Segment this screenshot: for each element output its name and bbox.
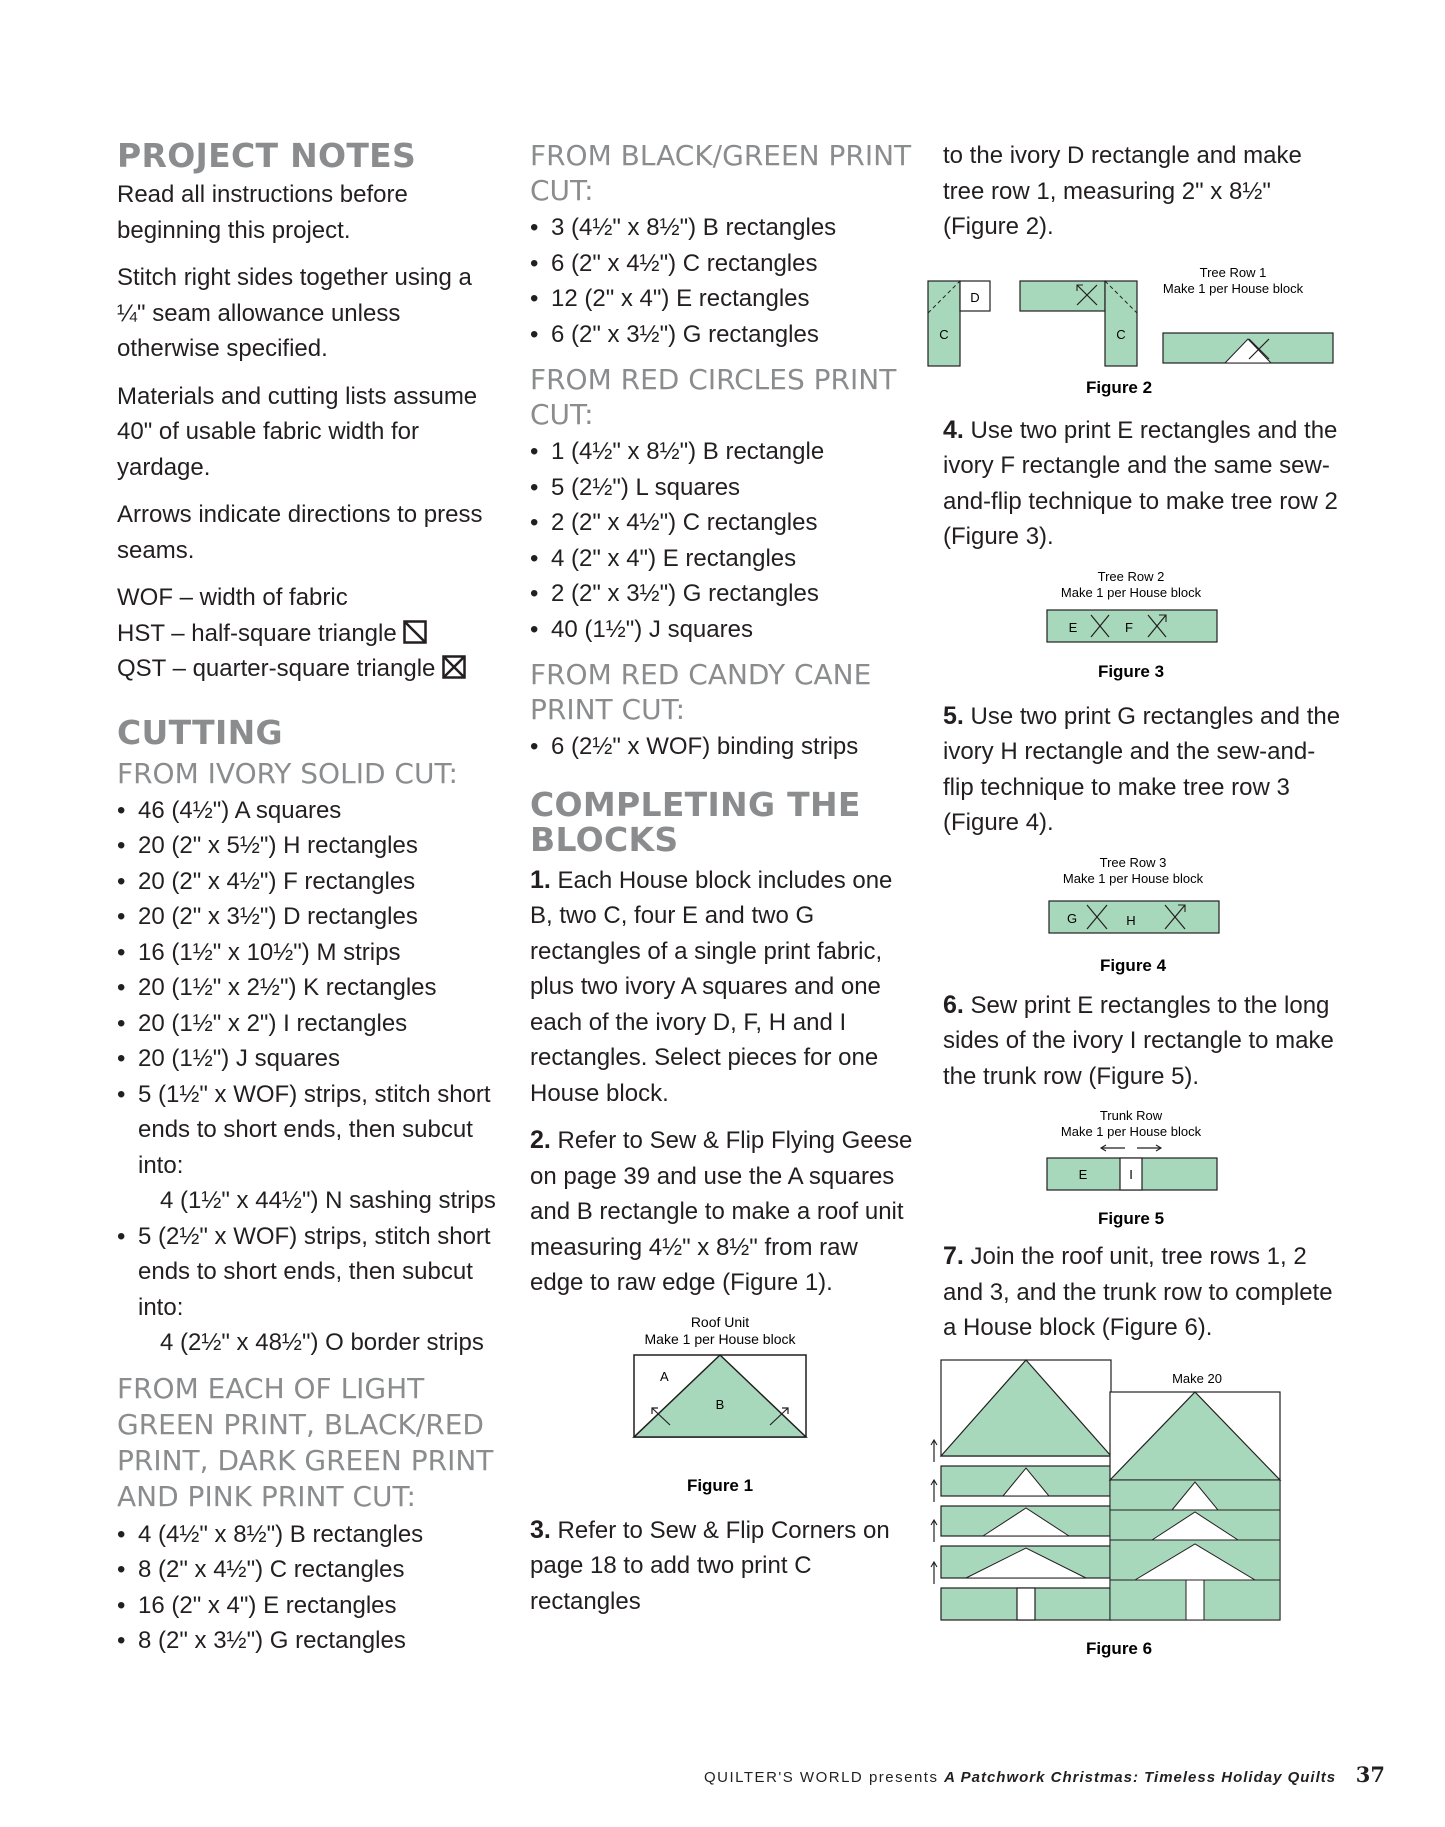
fig1-subtitle: Make 1 per House block bbox=[644, 1330, 796, 1347]
fig6-make-label: Make 20 bbox=[1172, 1370, 1222, 1386]
list-item: • 6 (2" x 4½") C rectangles bbox=[530, 249, 818, 277]
list-item: • 4 (2" x 4") E rectangles bbox=[530, 544, 797, 572]
black-green-cut-heading: FROM BLACK/GREEN PRINT CUT: bbox=[530, 139, 912, 207]
black-green-cut-list bbox=[530, 210, 915, 352]
completing-heading: COMPLETING THE BLOCKS bbox=[530, 784, 861, 859]
list-item: • 6 (2½" x WOF) binding strips bbox=[530, 733, 859, 760]
figure-3-tree-row-2 bbox=[943, 567, 1343, 687]
fig5-subtitle: Make 1 per House block bbox=[1060, 1124, 1202, 1139]
step-2: 2. Refer to Sew & Flip Flying Geese on page 39 and use the A squares and B rectangle to make a roof unit measuring 4½" x 8½" from raw edge to raw edge (Figure 1). bbox=[530, 1126, 913, 1296]
fig3-subtitle: Make 1 per House block bbox=[1060, 584, 1202, 600]
fig5-label-e: E bbox=[1078, 1167, 1088, 1182]
list-item: • 20 (2" x 3½") D rectangles bbox=[117, 903, 418, 930]
fig3-caption: Figure 3 bbox=[1097, 661, 1165, 681]
abbreviations bbox=[117, 580, 502, 687]
list-item: • 5 (2½" x WOF) strips, stitch short ends to short ends, then subcut into: 4 (2½" x 48½") O border strips bbox=[117, 1222, 491, 1356]
list-item: • 12 (2" x 4") E rectangles bbox=[530, 285, 810, 312]
abbr-hst: HST – half-square triangle bbox=[117, 619, 397, 647]
list-item: • 8 (2" x 4½") C rectangles bbox=[117, 1556, 405, 1583]
candy-cane-cut-heading: FROM RED CANDY CANE PRINT CUT: bbox=[530, 658, 872, 726]
figure-4-tree-row-3 bbox=[943, 853, 1343, 978]
list-item: • 20 (1½" x 2") I rectangles bbox=[117, 1009, 408, 1037]
fig2-subtitle: Make 1 per House block bbox=[1162, 280, 1304, 296]
cutting-heading: CUTTING bbox=[117, 712, 283, 752]
fig5-caption: Figure 5 bbox=[1097, 1209, 1165, 1228]
fig4-caption: Figure 4 bbox=[1099, 955, 1167, 975]
footer-brand: QUILTER'S WORLD bbox=[704, 1769, 864, 1786]
fig1-title: Roof Unit bbox=[690, 1313, 750, 1330]
fig2-label-d: D bbox=[970, 289, 980, 305]
fig3-title: Tree Row 2 bbox=[1097, 568, 1165, 584]
fig2-caption: Figure 2 bbox=[1085, 377, 1153, 397]
fig3-label-f: F bbox=[1125, 619, 1133, 635]
step-3-continued: to the ivory D rectangle and make tree row 1, measuring 2" x 8½" (Figure 2). bbox=[943, 142, 1302, 240]
hst-icon bbox=[403, 620, 427, 644]
figure-1-roof-unit bbox=[530, 1313, 915, 1513]
list-item: • 20 (2" x 4½") F rectangles bbox=[117, 867, 416, 895]
list-item: • 5 (1½" x WOF) strips, stitch short ends to short ends, then subcut into: 4 (1½" x 44½") N sashing strips bbox=[117, 1080, 496, 1214]
abbr-wof: WOF – width of fabric bbox=[117, 584, 348, 611]
ivory-cut-heading: FROM IVORY SOLID CUT: bbox=[117, 756, 458, 790]
list-item: • 20 (2" x 5½") H rectangles bbox=[117, 832, 418, 859]
fig5-label-i: I bbox=[1129, 1167, 1133, 1182]
page-number: 37 bbox=[1355, 1762, 1385, 1787]
fig4-title: Tree Row 3 bbox=[1099, 854, 1167, 870]
step-4: 4. Use two print E rectangles and the ivory F rectangle and the same sew-and-flip technique to make tree row 2 (Figure 3). bbox=[943, 415, 1338, 550]
list-item: • 2 (2" x 4½") C rectangles bbox=[530, 509, 818, 536]
fig1-label-a: A bbox=[660, 1368, 669, 1384]
fig3-label-e: E bbox=[1068, 619, 1078, 635]
left-column bbox=[117, 138, 502, 1665]
qst-icon bbox=[442, 655, 466, 679]
list-item: • 5 (2½") L squares bbox=[530, 473, 741, 501]
middle-column bbox=[530, 138, 915, 1631]
step-1: 1. Each House block includes one B, two C, four E and two G rectangles of a single print fabric, plus two ivory A squares and one each of the ivory D, F, H and I rectangles. Select pieces for one House block. bbox=[530, 865, 893, 1107]
list-item: • 40 (1½") J squares bbox=[530, 615, 753, 643]
right-column bbox=[939, 138, 1343, 1658]
red-circles-cut-heading: FROM RED CIRCLES PRINT CUT: bbox=[530, 363, 897, 431]
fig5-title: Trunk Row bbox=[1099, 1108, 1163, 1123]
ivory-cut-list bbox=[117, 793, 502, 1361]
figure-6-house-block bbox=[929, 1358, 1329, 1658]
fig4-label-g: G bbox=[1066, 910, 1078, 926]
list-item: • 2 (2" x 3½") G rectangles bbox=[530, 580, 819, 607]
note-read-instructions: Read all instructions before beginning this project. bbox=[117, 181, 408, 244]
fig4-subtitle: Make 1 per House block bbox=[1062, 870, 1204, 886]
list-item: • 6 (2" x 3½") G rectangles bbox=[530, 320, 819, 348]
list-item: • 1 (4½" x 8½") B rectangle bbox=[530, 438, 825, 465]
step-5: 5. Use two print G rectangles and the ivory H rectangle and the sew-and-flip technique to make tree row 3 (Figure 4). bbox=[943, 701, 1341, 836]
page-footer bbox=[0, 1762, 1385, 1787]
step-3: 3. Refer to Sew & Flip Corners on page 18 to add two print C rectangles bbox=[530, 1515, 890, 1615]
list-item: • 16 (2" x 4") E rectangles bbox=[117, 1591, 397, 1619]
abbr-qst: QST – quarter-square triangle bbox=[117, 655, 436, 682]
list-item: • 8 (2" x 3½") G rectangles bbox=[117, 1627, 406, 1654]
fig1-label-b: B bbox=[715, 1396, 725, 1412]
list-item: • 20 (1½") J squares bbox=[117, 1045, 340, 1072]
list-item: • 16 (1½" x 10½") M strips bbox=[117, 938, 401, 966]
note-fabric-width: Materials and cutting lists assume 40" of usable fabric width for yardage. bbox=[117, 382, 478, 481]
list-item: • 4 (4½" x 8½") B rectangles bbox=[117, 1520, 424, 1548]
footer-book-title: A Patchwork Christmas: Timeless Holiday Quilts bbox=[944, 1769, 1337, 1786]
fig6-caption: Figure 6 bbox=[1085, 1638, 1153, 1658]
figure-5-trunk-row bbox=[943, 1106, 1343, 1231]
fig2-label-c-left: C bbox=[939, 326, 949, 342]
red-circles-cut-list bbox=[530, 434, 915, 647]
candy-cane-cut-list bbox=[530, 729, 915, 765]
fig2-label-c-right: C bbox=[1116, 326, 1126, 342]
project-notes-heading: PROJECT NOTES bbox=[117, 136, 417, 175]
note-seam-allowance: Stitch right sides together using a ¼" seam allowance unless otherwise specified. bbox=[117, 264, 472, 362]
each-print-cut-list bbox=[117, 1517, 502, 1659]
fig1-caption: Figure 1 bbox=[686, 1475, 754, 1495]
figure-2-tree-row-1 bbox=[939, 257, 1343, 407]
list-item: • 3 (4½" x 8½") B rectangles bbox=[530, 214, 837, 241]
list-item: • 20 (1½" x 2½") K rectangles bbox=[117, 974, 437, 1001]
note-arrows: Arrows indicate directions to press seams. bbox=[117, 501, 483, 564]
list-item: • 46 (4½") A squares bbox=[117, 796, 342, 824]
footer-presents: presents bbox=[868, 1769, 939, 1786]
step-7: 7. Join the roof unit, tree rows 1, 2 and 3, and the trunk row to complete a House block (Figure 6). bbox=[943, 1242, 1333, 1341]
fig2-title: Tree Row 1 bbox=[1199, 264, 1267, 280]
fig4-label-h: H bbox=[1126, 912, 1136, 928]
step-6: 6. Sew print E rectangles to the long sides of the ivory I rectangle to make the trunk row (Figure 5). bbox=[943, 990, 1334, 1090]
each-print-cut-heading: FROM EACH OF LIGHT GREEN PRINT, BLACK/RED PRINT, DARK GREEN PRINT AND PINK PRINT CUT: bbox=[117, 1371, 494, 1513]
